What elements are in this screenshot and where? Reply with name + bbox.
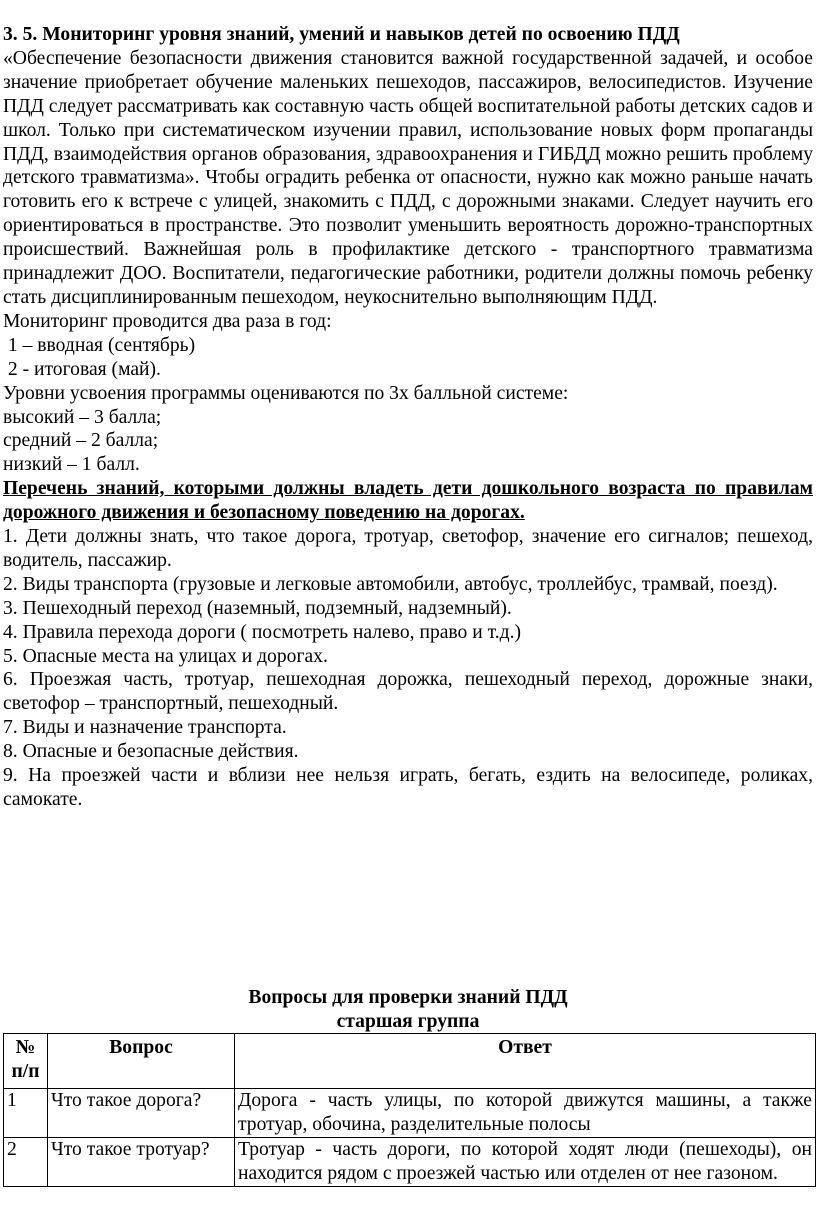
row-answer: Тротуар - часть дороги, по которой ходят люди (пешеходы), он находится рядом с проезжей частью или отделен от нее газоном. (235, 1137, 816, 1186)
table-header-row (4, 1034, 816, 1089)
monitoring-first: 1 – вводная (сентябрь) (3, 334, 196, 356)
table-row (4, 1137, 816, 1186)
row-answer: Дорога - часть улицы, по которой движутся машины, а также тротуар, обочина, разделительные полосы (235, 1089, 816, 1138)
levels-intro: Уровни усвоения программы оцениваются по 3х балльной системе: (3, 382, 569, 404)
header-question: Вопрос (48, 1034, 235, 1089)
list-item: 2. Виды транспорта (грузовые и легковые автомобили, автобус, троллейбус, трамвай, поезд). (3, 573, 778, 595)
list-item: 5. Опасные места на улицах и дорогах. (3, 645, 328, 667)
table-title-block (0, 986, 816, 1034)
row-question: Что такое тротуар? (48, 1137, 235, 1186)
header-number: № п/п (4, 1034, 48, 1089)
row-number: 1 (4, 1089, 48, 1138)
intro-paragraph: «Обеспечение безопасности движения становится важной государственной задачей, и особое значение приобретает обучение маленьких пешеходов, пассажиров, велосипедистов. Изучение ПДД следует рассматривать как составную часть общей воспитательной работы детских садов и школ. Только при систематическом изучении правил, использование новых форм пропаганды ПДД, взаимодействия органов образования, здравоохранения и ГИБДД можно решить проблему детского травматизма». Чтобы оградить ребенка от опасности, нужно как можно раньше начать готовить его к встрече с улицей, знакомить с ПДД, с дорожными знаками. Следует научить его ориентироваться в пространстве. Это позволит уменьшить вероятность дорожно-транспортных происшествий. Важнейшая роль в профилактике детского - транспортного травматизма принадлежит ДОО. Воспитатели, педагогические работники, родители должны помочь ребенку стать дисциплинированным пешеходом, неукоснительно выполняющим ПДД. (3, 47, 813, 308)
level-low: низкий – 1 балл. (3, 454, 140, 476)
questions-table (3, 1033, 816, 1187)
header-answer: Ответ (235, 1034, 816, 1089)
list-item: 3. Пешеходный переход (наземный, подземный, надземный). (3, 597, 512, 619)
document-body (3, 23, 813, 812)
table-subtitle: старшая группа (336, 1010, 480, 1032)
list-item: 9. На проезжей части и вблизи нее нельзя играть, бегать, ездить на велосипеде, роликах, самокате. (3, 765, 813, 810)
table-title: Вопросы для проверки знаний ПДД (248, 987, 568, 1008)
level-high: высокий – 3 балла; (3, 406, 162, 428)
table-row (4, 1089, 816, 1138)
list-item: 8. Опасные и безопасные действия. (3, 741, 299, 763)
knowledge-list-heading: Перечень знаний, которыми должны владеть дети дошкольного возраста по правилам дорожного движения и безопасному поведению на дорогах. (3, 478, 813, 524)
section-heading: 3. 5. Мониторинг уровня знаний, умений и навыков детей по освоению ПДД (3, 24, 680, 45)
list-item: 4. Правила перехода дороги ( посмотреть налево, право и т.д.) (3, 621, 522, 643)
monitoring-intro: Мониторинг проводится два раза в год: (3, 310, 332, 332)
knowledge-list (3, 525, 813, 812)
list-item: 1. Дети должны знать, что такое дорога, тротуар, светофор, значение его сигналов; пешеход, водитель, пассажир. (3, 526, 813, 571)
row-question: Что такое дорога? (48, 1089, 235, 1138)
row-number: 2 (4, 1137, 48, 1186)
level-medium: средний – 2 балла; (3, 430, 159, 452)
list-item: 7. Виды и назначение транспорта. (3, 717, 287, 739)
monitoring-second: 2 - итоговая (май). (3, 358, 161, 380)
list-item: 6. Проезжая часть, тротуар, пешеходная дорожка, пешеходный переход, дорожные знаки, светофор – транспортный, пешеходный. (3, 669, 813, 715)
